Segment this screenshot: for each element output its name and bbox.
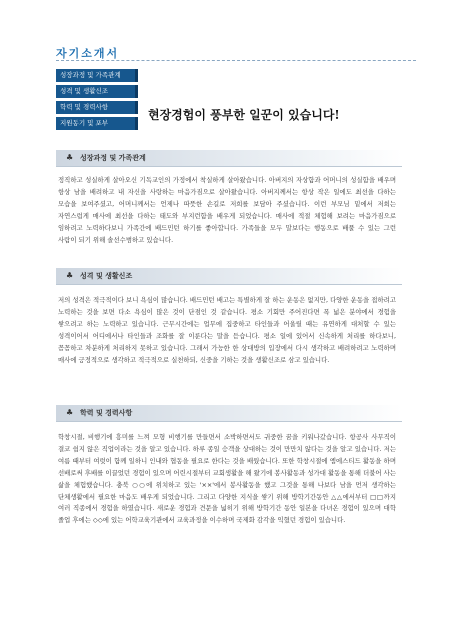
section-header-education xyxy=(56,405,402,422)
page-headline: 현장경험이 풍부한 일꾼이 있습니다! xyxy=(148,108,340,122)
document-title: 자기소개서 xyxy=(56,47,120,60)
title-divider xyxy=(56,60,416,61)
section-body-personality: 저의 성격은 적극적이다 보니 욕심이 많습니다. 배드민턴 배고는 특별하게 잘 하는 운동은 없지만, 다양한 운동을 접하려고 노력하는 것을 보면 다소 욕심이 많은 것이 단점인 것 같습니다. 평소 기회만 주어진다면 폭 넓은 분야에서 경험을 쌓으려고 하는 노력하고 있습니다. 근무시간에는 업무에 집중하고 타인들과 어울릴 때는 유연하게 대처할 수 있는 성격이어서 어디에서나 타인들과 조화를 잘 이룬다는 말을 듣습니다. 평소 일에 있어서 신속하게 처리를 하다보니, 꼼꼼하고 차분하게 처리하지 못하고 있습니다. 그래서 가능한 한 상대방의 입장에서 다시 생각하고 배려하려고 노력하며 매사에 긍정적으로 생각하고 적극적으로 실천하되, 신중을 기하는 것을 생활신조로 삼고 있습니다. xyxy=(58,296,396,364)
section-header-growth xyxy=(56,150,402,167)
section-nav xyxy=(56,69,138,133)
section-title: 성장과정 및 가족관계 xyxy=(80,154,146,162)
nav-item-motivation[interactable]: 지원동기 및 포부 xyxy=(56,117,138,130)
section-title: 학력 및 경력사항 xyxy=(80,409,133,417)
clover-icon: ♣ xyxy=(66,408,74,417)
nav-item-education[interactable]: 학력 및 경력사항 xyxy=(56,101,138,114)
section-title: 성격 및 생활신조 xyxy=(80,272,133,280)
clover-icon: ♣ xyxy=(66,271,74,280)
nav-item-growth[interactable]: 성장과정 및 가족관계 xyxy=(56,69,138,82)
section-header-personality xyxy=(56,268,402,285)
section-body-growth: 정직하고 성실하게 살아오신 기독교인의 가정에서 착실하게 살아왔습니다. 아버지의 자상함과 어머니의 성실함을 배우며 항상 남을 배려하고 내 자신을 사랑하는 마음가짐으로 살아왔습니다. 아버지께서는 항상 작은 일에도 최선을 다하는 모습을 보여주셨고, 어머니께서는 언제나 따뜻한 손길로 저희를 보담아 주셨습니다. 이런 부모님 밑에서 저희는 자연스럽게 매사에 최선을 다하는 태도와 부지런함을 배우게 되었습니다. 매사에 적절 체험해 보려는 마음가짐으로 임하려고 노력하다보니 가족간에 배드민턴 하기를 좋아합니다. 가족들을 모두 말보다는 행동으로 배풀 수 있는 그런 사람이 되기 위해 솔선수범하고 있습니다. xyxy=(58,176,396,244)
nav-item-personality[interactable]: 성격 및 생활신조 xyxy=(56,85,138,98)
section-body-education: 학창시절, 비행기에 흥미를 느껴 모형 비행기를 만들면서 소박하면서도 귀중한 꿈을 키워나갔습니다. 항공사 사무직이 결코 쉽지 않은 직업이라는 것을 알고 있습니다. 하루 종일 승객을 상대하는 것이 만만치 않다는 것을 알고 있습니다. 저는 여름 때부터 여럿이 함께 일하니 인내와 협동을 필요로 한다는 것을 배웠습니다. 또한 학창시절에 엠에스티드 활동을 하며 선배로써 후배를 이끌었던 경험이 있으며 어린시절부터 교회생활을 해 왔기에 봉사활동과 성가대 활동을 통해 더불어 사는 삶을 체험했습니다. 충북 ○○에 위치하고 있는 '××'에서 봉사활동을 했고 그것을 통해 나보다 남을 먼저 생각하는 단체생활에서 필요한 마음도 배우게 되었습니다. 그리고 다양한 지식을 쌓기 위해 방학기간동안 △△에서부터 □□까지 여러 직종에서 경험을 하였습니다. 새로운 경험과 견문을 넓히기 위해 방학기간 동안 일본을 다녀온 경험이 있으며 대학 졸업 후에는 ◇◇에 있는 어학교육기관에서 교육과정을 이수하며 국제화 감각을 익혔던 경험이 있습니다. xyxy=(58,433,396,525)
clover-icon: ♣ xyxy=(66,153,74,162)
